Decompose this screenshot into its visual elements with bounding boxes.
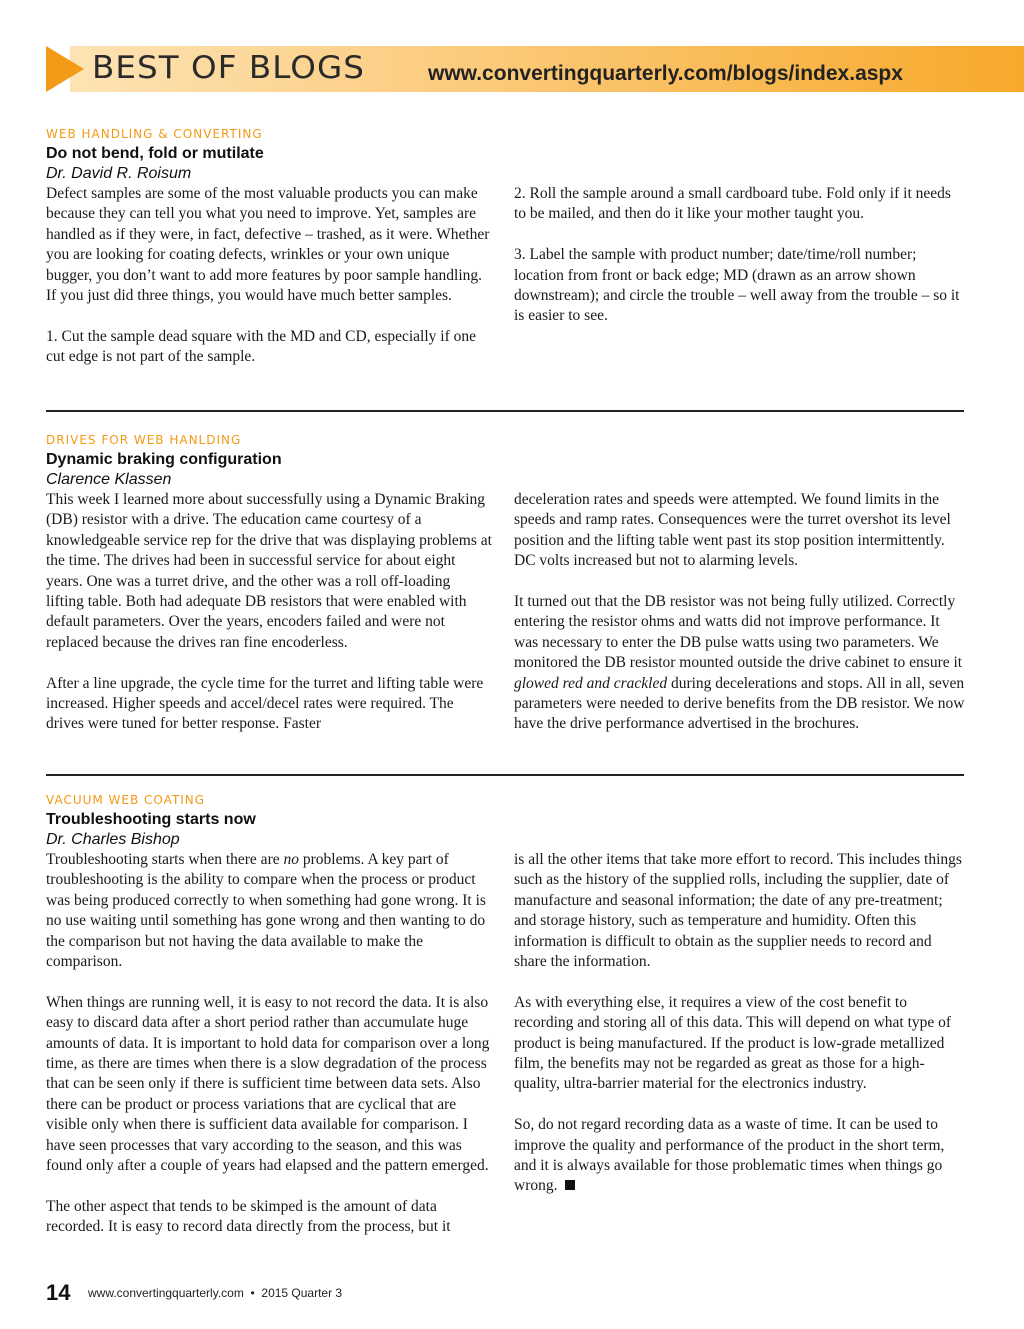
paragraph: Defect samples are some of the most valuable products you can make because they can tell you what you need to improve. Yet, samples are handled as if they were, in fact, defective – trashed, as it were. Whether you are looking for coating defects, wrinkles or your own unique bugger, you don’t want to add more features by poor sample handling. If you just did three things, you would have much better samples. [46,185,490,305]
text-run: problems. A key part of troubleshooting is the ability to compare when the process or product was being produced correctly to when something had gone wrong. It is no use waiting until something has gone wrong and then wanting to do the comparison but not having the data available to make the comparison. [46,851,486,971]
paragraph: As with everything else, it requires a view of the cost benefit to recording and storing all of this data. This will depend on what type of product is being manufactured. If the product is low-grade metallized film, the benefits may not be regarded as great as those for a high-quality, ultra-barrier material for the electronics industry. [514,993,952,1093]
article-category: DRIVES FOR WEB HANLDING [46,433,242,447]
italic-text: glowed red and crackled [514,674,668,692]
header-arrow-icon [46,46,84,92]
article-title: Dynamic braking configuration [46,451,282,468]
paragraph: deceleration rates and speeds were attempted. We found limits in the speeds and ramp rates. Consequences were the turret overshot its level position and the lifting table went past its stop position intermittently. DC volts increased but not to alarming levels. [514,491,951,570]
text-run: So, do not regard recording data as a waste of time. It can be used to improve the quality and performance of the product in the short term, and it is always available for those problematic times when things go wrong. [514,1116,945,1195]
paragraph: After a line upgrade, the cycle time for the turret and lifting table were increased. Higher speeds and accel/decel rates were required. The drives were tuned for better response. Faster [46,674,484,733]
footer-site[interactable]: www.convertingquarterly.com [88,1286,244,1300]
page-number: 14 [46,1280,71,1305]
section-divider [46,410,964,412]
right-column [514,184,966,327]
end-mark-icon [565,1180,575,1190]
text-run: during decelerations and stops. All in all, seven parameters were needed to derive benefits from the DB resistor. We now have the drive performance advertised in the brochures. [514,674,965,733]
article-drives [46,432,965,733]
left-column [46,184,492,368]
left-column [46,490,492,735]
paragraph: 2. Roll the sample around a small cardboard tube. Fold only if it needs to be mailed, and then do it like your mother taught you. [514,185,951,223]
article-vacuum-coating [46,792,964,1236]
paragraph: 3. Label the sample with product number; date/time/roll number; location from front or back edge; MD (drawn as an arrow shown downstream); and circle the trouble – well away from the trouble – so it is easier to see. [514,246,960,325]
section-divider [46,774,964,776]
footer-separator: • [250,1286,255,1300]
paragraph: is all the other items that take more effort to record. This includes things such as the history of the supplied rolls, including the supplier, date of manufacture and seasonal information; the date of any pre-treatment; and storage history, such as temperature and humidity. Often this information is difficult to obtain as the supplier needs to record and share the information. [514,851,962,971]
right-column [514,490,966,735]
article-author: Dr. David R. Roisum [46,165,192,182]
paragraph [514,1115,966,1197]
paragraph: When things are running well, it is easy to not record the data. It is also easy to discard data after a short period rather than accumulate huge amounts of data. It is important to hold data for comparison over a long time, as there are times when there is a slow degradation of the process that can be seen only if there is sufficient time between data sets. Also there can be product or process variations that are cyclical that are visible only when there is sufficient data available for comparison. I have seen processes that vary according to the season, and this was found only after a couple of years had elapsed and the pattern emerged. [46,993,490,1175]
text-run: It turned out that the DB resistor was not being fully utilized. Correctly entering the resistor ohms and watts did not improve performance. It was necessary to enter the DB pulse watts using two parameters. We monitored the DB resistor mounted outside the drive cabinet to ensure it [514,593,963,672]
header-url[interactable]: www.convertingquarterly.com/blogs/index.aspx [428,62,903,85]
article-author: Clarence Klassen [46,471,172,488]
text-run: Troubleshooting starts when there are [46,851,284,868]
paragraph [46,850,492,972]
paragraph: 1. Cut the sample dead square with the MD and CD, especially if one cut edge is not part of the sample. [46,327,477,366]
paragraph [514,592,966,735]
article-category: WEB HANDLING & CONVERTING [46,127,263,141]
left-column [46,850,492,1238]
article-web-handling [46,126,964,366]
article-category: VACUUM WEB COATING [46,793,206,807]
header-title: BEST OF BLOGS [92,50,365,86]
paragraph: The other aspect that tends to be skimped is the amount of data recorded. It is easy to record data directly from the process, but it [46,1197,451,1236]
footer-issue: 2015 Quarter 3 [261,1286,343,1300]
article-title: Do not bend, fold or mutilate [46,145,264,162]
italic-text: no [283,851,299,868]
right-column [514,850,966,1197]
article-author: Dr. Charles Bishop [46,831,180,848]
article-title: Troubleshooting starts now [46,811,256,828]
footer-info [88,1285,342,1301]
paragraph: This week I learned more about successfully using a Dynamic Braking (DB) resistor with a drive. The education came courtesy of a knowledgeable service rep for the drive that was displaying problems at the time. The drives had been in successful service for about eight years. One was a turret drive, and the other was a roll off-loading lifting table. Both had adequate DB resistors that were enabled with default parameters. Over the years, encoders failed and were not replaced because the drives ran fine encoderless. [46,491,492,651]
